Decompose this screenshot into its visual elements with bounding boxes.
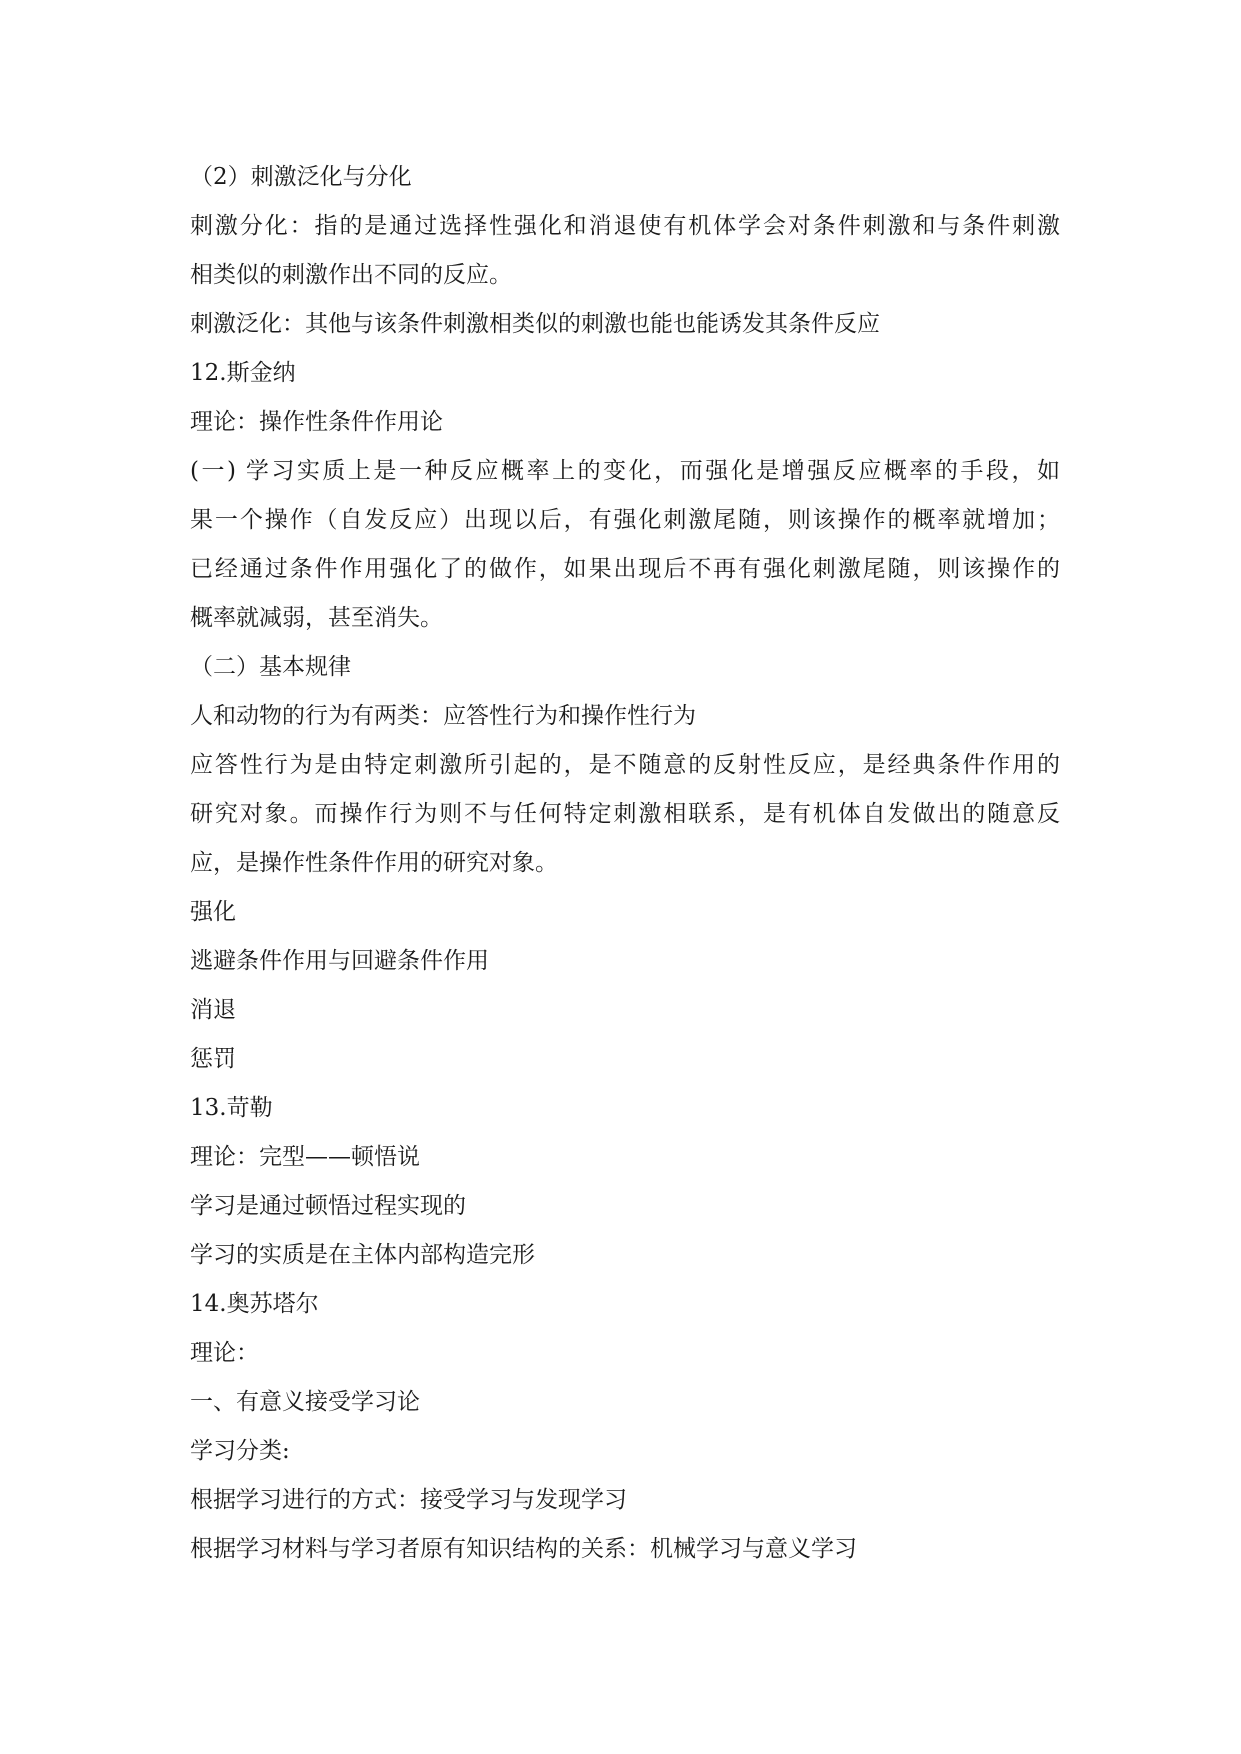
section-heading: 13.苛勒 — [190, 1095, 273, 1121]
paragraph-line: 果一个操作（自发反应）出现以后，有强化刺激尾随，则该操作的概率就增加； — [190, 507, 1060, 533]
paragraph-line: 学习是通过顿悟过程实现的 — [190, 1193, 466, 1219]
list-item: 强化 — [190, 899, 236, 925]
paragraph-line: 研究对象。而操作行为则不与任何特定刺激相联系，是有机体自发做出的随意反 — [190, 801, 1060, 827]
list-item: 逃避条件作用与回避条件作用 — [190, 948, 489, 974]
paragraph-line: 应答性行为是由特定刺激所引起的，是不随意的反射性反应，是经典条件作用的 — [190, 752, 1060, 778]
paragraph-line: 刺激分化：指的是通过选择性强化和消退使有机体学会对条件刺激和与条件刺激 — [190, 213, 1060, 239]
paragraph-line: 根据学习材料与学习者原有知识结构的关系：机械学习与意义学习 — [190, 1536, 857, 1562]
paragraph-line: 应，是操作性条件作用的研究对象。 — [190, 850, 558, 876]
theory-line: 理论： — [190, 1340, 259, 1366]
paragraph-line: 学习的实质是在主体内部构造完形 — [190, 1242, 535, 1268]
theory-line: 理论：完型——顿悟说 — [190, 1144, 420, 1170]
paragraph-line: 学习分类: — [190, 1438, 290, 1464]
paragraph-line: (一) 学习实质上是一种反应概率上的变化，而强化是增强反应概率的手段，如 — [190, 458, 1060, 484]
paragraph-line: 根据学习进行的方式：接受学习与发现学习 — [190, 1487, 627, 1513]
subsection-heading: （二）基本规律 — [190, 654, 351, 680]
paragraph-line: 概率就减弱，甚至消失。 — [190, 605, 443, 631]
paragraph-line: 刺激泛化：其他与该条件刺激相类似的刺激也能也能诱发其条件反应 — [190, 311, 880, 337]
document-body — [190, 153, 1060, 1574]
list-item: 惩罚 — [190, 1046, 236, 1072]
subsection-heading: 一、有意义接受学习论 — [190, 1389, 420, 1415]
paragraph-line: 相类似的刺激作出不同的反应。 — [190, 262, 512, 288]
section-heading: 14.奥苏塔尔 — [190, 1291, 319, 1317]
list-item: 消退 — [190, 997, 236, 1023]
paragraph-line: 已经通过条件作用强化了的做作，如果出现后不再有强化刺激尾随，则该操作的 — [190, 556, 1060, 582]
paragraph-line: 人和动物的行为有两类：应答性行为和操作性行为 — [190, 703, 696, 729]
section-heading: 12.斯金纳 — [190, 360, 296, 386]
subsection-heading: （2）刺激泛化与分化 — [190, 164, 412, 190]
theory-line: 理论：操作性条件作用论 — [190, 409, 443, 435]
